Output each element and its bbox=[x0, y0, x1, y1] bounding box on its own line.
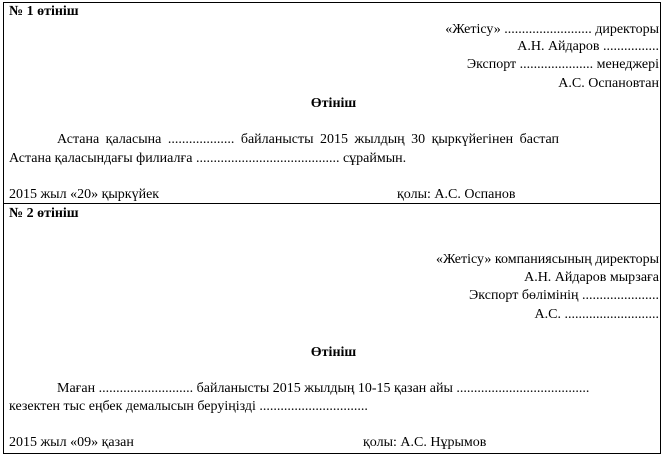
app2-signature: қолы: А.С. Нұрымов bbox=[363, 435, 487, 450]
app1-to-line-3: Экспорт ..................... менеджері bbox=[466, 57, 659, 72]
app2-to-line-2: А.Н. Айдаров мырзаға bbox=[524, 270, 659, 285]
app1-to-line-1: «Жетісу» ......................... директоры bbox=[445, 22, 659, 37]
app2-to-line-4: А.С. ........................... bbox=[534, 307, 659, 322]
app2-heading: Өтініш bbox=[310, 345, 357, 360]
app2-body-line-2: кезектен тыс еңбек демалысын беруіңізді ............................... bbox=[9, 399, 368, 414]
app1-to-line-2: А.Н. Айдаров ................ bbox=[517, 39, 659, 54]
app1-title: № 1 өтініш bbox=[9, 4, 79, 19]
app1-body-line-1: Астана қаласына ................... байланысты 2015 жылдың 30 қыркүйегінен бастап bbox=[57, 132, 560, 147]
app2-to-line-1: «Жетісу» компаниясының директоры bbox=[435, 252, 659, 267]
app2-title: № 2 өтініш bbox=[9, 206, 79, 221]
app2-body-line-1: Маған ........................... байланысты 2015 жылдың 10-15 қазан айы ...................................... bbox=[57, 381, 590, 396]
app1-body-line-2: Астана қаласындағы филиалға ......................................... сұраймын. bbox=[9, 151, 407, 166]
app1-heading: Өтініш bbox=[310, 96, 357, 111]
app1-to-line-4: А.С. Оспановтан bbox=[558, 76, 659, 91]
app2-date: 2015 жыл «09» қазан bbox=[9, 435, 134, 450]
app1-date: 2015 жыл «20» қыркүйек bbox=[9, 187, 160, 202]
app2-to-line-3: Экспорт бөлімінің ...................... bbox=[469, 288, 659, 303]
app1-signature: қолы: А.С. Оспанов bbox=[397, 187, 516, 202]
